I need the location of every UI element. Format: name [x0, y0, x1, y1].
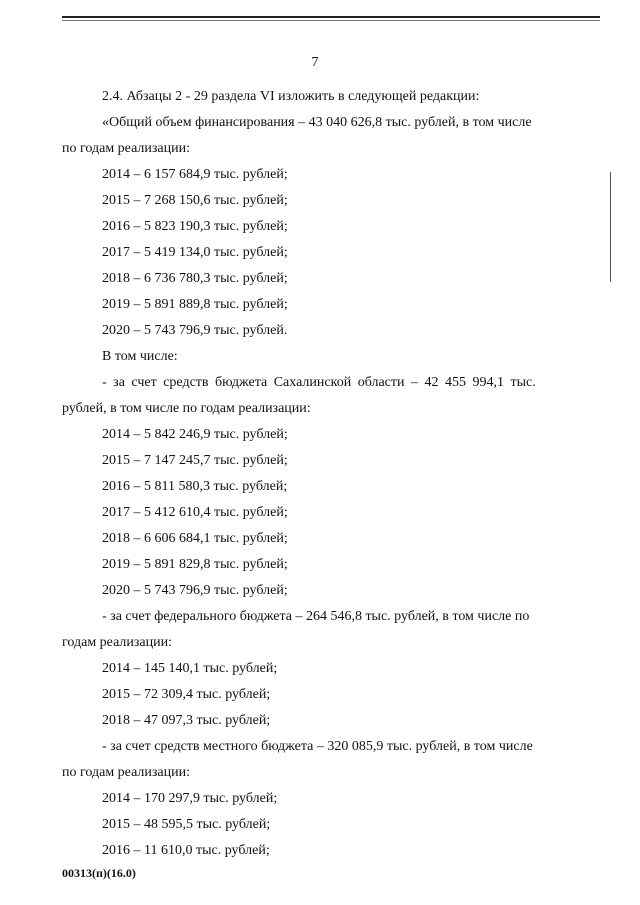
total-year-item: 2015 – 7 268 150,6 тыс. рублей;	[102, 193, 288, 208]
total-year-item: 2017 – 5 419 134,0 тыс. рублей;	[102, 245, 288, 260]
total-year-item: 2018 – 6 736 780,3 тыс. рублей;	[102, 271, 288, 286]
regional-budget-line: - за счет средств бюджета Сахалинской области – 42 455 994,1 тыс.	[102, 375, 536, 390]
total-funding-line: «Общий объем финансирования – 43 040 626,8 тыс. рублей, в том числе	[102, 115, 532, 130]
regional-year-item: 2014 – 5 842 246,9 тыс. рублей;	[102, 427, 288, 442]
local-year-item: 2015 – 48 595,5 тыс. рублей;	[102, 817, 271, 832]
page-number: 7	[311, 55, 319, 70]
header-rule-thin	[62, 20, 600, 21]
regional-year-item: 2019 – 5 891 829,8 тыс. рублей;	[102, 557, 288, 572]
total-year-item: 2016 – 5 823 190,3 тыс. рублей;	[102, 219, 288, 234]
federal-year-item: 2015 – 72 309,4 тыс. рублей;	[102, 687, 271, 702]
total-funding-continuation: по годам реализации:	[62, 141, 190, 156]
regional-year-item: 2020 – 5 743 796,9 тыс. рублей;	[102, 583, 288, 598]
including-label: В том числе:	[102, 349, 178, 364]
local-year-item: 2014 – 170 297,9 тыс. рублей;	[102, 791, 278, 806]
local-year-item: 2016 – 11 610,0 тыс. рублей;	[102, 843, 270, 858]
federal-year-item: 2014 – 145 140,1 тыс. рублей;	[102, 661, 278, 676]
federal-budget-line: - за счет федерального бюджета – 264 546,8 тыс. рублей, в том числе по	[102, 609, 530, 624]
total-year-item: 2019 – 5 891 889,8 тыс. рублей;	[102, 297, 288, 312]
document-code: 00313(п)(16.0)	[62, 866, 136, 880]
regional-year-item: 2015 – 7 147 245,7 тыс. рублей;	[102, 453, 288, 468]
margin-mark	[610, 172, 611, 282]
federal-budget-continuation: годам реализации:	[62, 635, 172, 650]
local-budget-line: - за счет средств местного бюджета – 320 085,9 тыс. рублей, в том числе	[102, 739, 533, 754]
total-year-item: 2020 – 5 743 796,9 тыс. рублей.	[102, 323, 288, 338]
regional-budget-continuation: рублей, в том числе по годам реализации:	[62, 401, 311, 416]
regional-year-item: 2018 – 6 606 684,1 тыс. рублей;	[102, 531, 288, 546]
section-heading: 2.4. Абзацы 2 - 29 раздела VI изложить в следующей редакции:	[102, 89, 480, 104]
federal-year-item: 2018 – 47 097,3 тыс. рублей;	[102, 713, 271, 728]
regional-year-item: 2017 – 5 412 610,4 тыс. рублей;	[102, 505, 288, 520]
document-body	[62, 84, 572, 864]
header-rule	[62, 16, 600, 18]
local-budget-continuation: по годам реализации:	[62, 765, 190, 780]
total-year-item: 2014 – 6 157 684,9 тыс. рублей;	[102, 167, 288, 182]
regional-year-item: 2016 – 5 811 580,3 тыс. рублей;	[102, 479, 288, 494]
